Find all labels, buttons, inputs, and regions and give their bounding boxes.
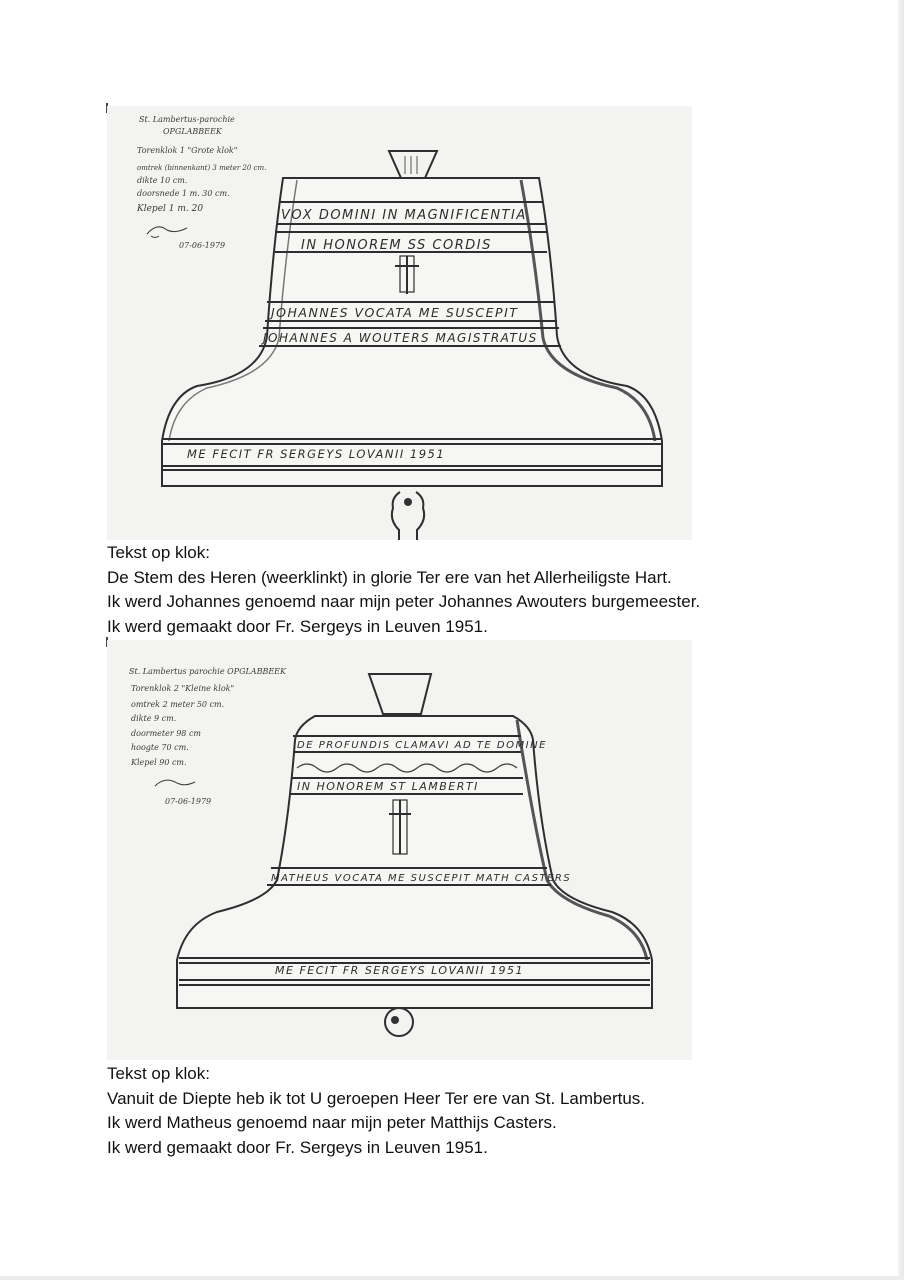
bell-2-crown [369,674,431,714]
bell-1-inscription: VOX DOMINI IN MAGNIFICENTIA [281,208,527,223]
bell-2-inscription: DE PROFUNDIS CLAMAVI AD TE DOMINE [297,740,547,751]
bell-1-inscription: IN HONOREM SS CORDIS [301,238,492,253]
bell-2-note: dikte 9 cm. [131,714,177,723]
bell-2-note: 07-06-1979 [165,797,212,806]
bell-2-signature [155,780,195,786]
caption-line: Ik werd Johannes genoemd naar mijn peter Johannes Awouters burgemeester. [107,592,701,611]
bell-1-clapper-hole [404,498,412,506]
bell-2-inscription: ME FECIT FR SERGEYS LOVANII 1951 [275,964,525,977]
bell-1-inscription: JOHANNES A WOUTERS MAGISTRATUS [263,331,538,345]
caption-heading: Tekst op klok: [107,543,210,562]
bell-1-crown [389,151,437,178]
page-edge [898,0,904,1280]
bell-2-clapper [385,1008,413,1036]
bell-1-svg [107,106,692,540]
bell-1-note: omtrek (binnenkant) 3 meter 20 cm. [137,164,267,172]
page-bottom-edge [0,1276,904,1280]
bell-2-note: hoogte 70 cm. [131,743,189,752]
bell-1-caption [107,541,867,639]
bell-1-inscription: JOHANNES VOCATA ME SUSCEPIT [271,305,519,320]
bell-1-inscription: ME FECIT FR SERGEYS LOVANII 1951 [187,447,446,461]
bell-1-signature [147,227,187,238]
bell-2-note: Klepel 90 cm. [131,758,187,767]
bell-2-inscription: MATHEUS VOCATA ME SUSCEPIT MATH CASTERS [271,873,572,884]
bell-1-crown-hatch [405,156,417,174]
caption-line: Ik werd gemaakt door Fr. Sergeys in Leuven 1951. [107,616,488,636]
caption-line: Ik werd Matheus genoemd naar mijn peter Matthijs Casters. [107,1113,557,1132]
bell-2-inscription: IN HONOREM ST LAMBERTI [297,780,479,793]
bell-2-note: St. Lambertus parochie OPGLABBEEK [129,667,286,676]
bell-2-note: omtrek 2 meter 50 cm. [131,700,225,709]
bell-1-note: Torenklok 1 "Grote klok" [137,146,238,155]
bell-1-note: 07-06-1979 [179,241,226,250]
caption-heading: Tekst op klok: [107,1064,210,1083]
caption-line: De Stem des Heren (weerklinkt) in glorie Ter ere van het Allerheiligste Hart. [107,567,672,587]
bell-1-note: dikte 10 cm. [137,176,188,185]
bell-2-svg [107,640,692,1060]
bell-2-note: Torenklok 2 "Kleine klok" [131,684,235,693]
bell-2-clapper-hole [391,1016,399,1024]
bell-1-note: Klepel 1 m. 20 [137,204,204,214]
bell-1-note: St. Lambertus-parochie [139,115,235,124]
bell-1-drawing [107,106,692,540]
bell-1-note: OPGLABBEEK [163,127,222,136]
bell-2-note: doormeter 98 cm [131,729,202,738]
bell-1-note: doorsnede 1 m. 30 cm. [137,189,230,198]
bell-2-caption [107,1062,867,1160]
caption-line: Vanuit de Diepte heb ik tot U geroepen Heer Ter ere van St. Lambertus. [107,1088,646,1108]
bell-2-drawing [107,640,692,1060]
caption-line: Ik werd gemaakt door Fr. Sergeys in Leuven 1951. [107,1137,488,1157]
